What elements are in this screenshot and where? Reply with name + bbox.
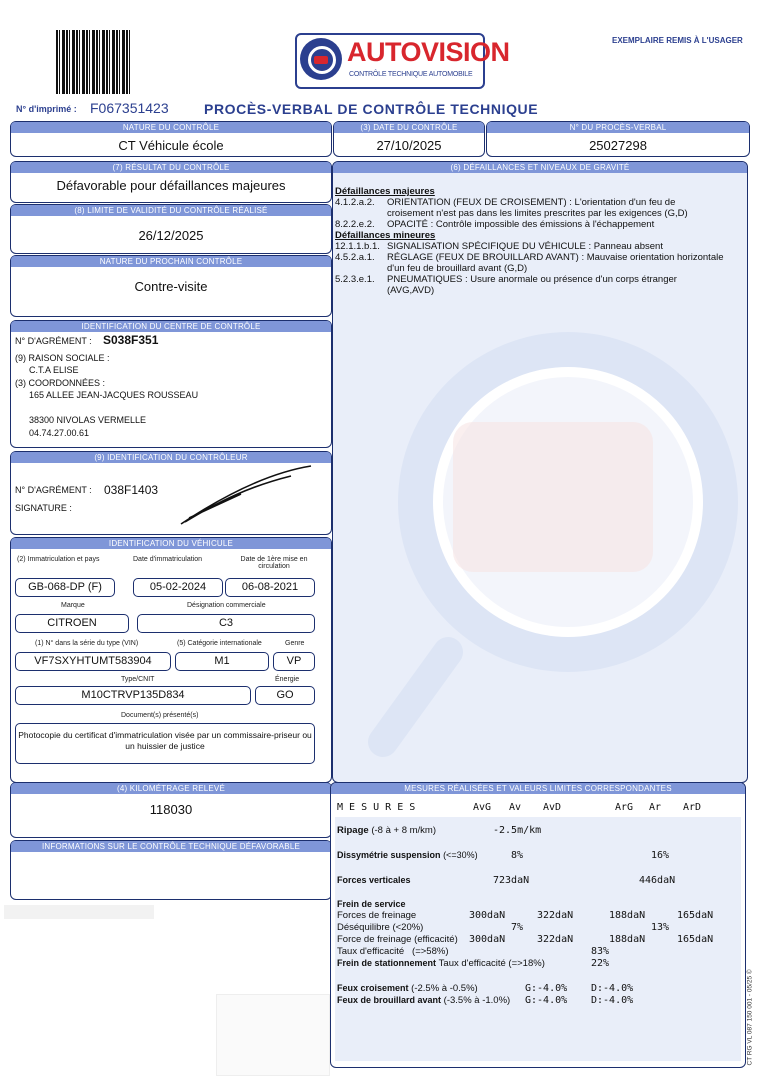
defaillance-code: 12.1.1.b.1. xyxy=(335,241,380,252)
pv-box xyxy=(486,121,750,157)
deseq-ar: 13% xyxy=(651,922,670,933)
raison-label: (9) RAISON SOCIALE : xyxy=(15,353,110,363)
address-line-2: 38300 NIVOLAS VERMELLE xyxy=(29,415,147,425)
resultat-box xyxy=(10,161,332,203)
resultat-value: Défavorable pour défaillances majeures xyxy=(56,178,286,193)
scan-artifact xyxy=(4,905,154,919)
eff-label: Force de freinage (efficacité) xyxy=(337,934,458,945)
defaillance-text: RÉGLAGE (FEUX DE BROUILLARD AVANT) : Mauvaise orientation horizontale xyxy=(387,252,724,263)
date-controle-box xyxy=(333,121,485,157)
defaillances-box xyxy=(332,161,748,783)
date-controle-header: (3) DATE DU CONTRÔLE xyxy=(334,122,484,133)
controleur-agrement-label: N° D'AGRÉMENT : xyxy=(15,485,92,495)
limite-header: (8) LIMITE DE VALIDITÉ DU CONTRÔLE RÉALISÉ xyxy=(11,205,331,216)
freinage-avg: 300daN xyxy=(469,910,506,921)
deseq-label: Déséquilibre (<20%) xyxy=(337,922,424,933)
raison-value: C.T.A ELISE xyxy=(29,365,79,375)
designation-field: C3 xyxy=(137,614,315,633)
centre-box xyxy=(10,320,332,448)
croisement-row xyxy=(337,983,478,994)
marque-field: CITROEN xyxy=(15,614,129,633)
nature-header: NATURE DU CONTRÔLE xyxy=(11,122,331,133)
defaillance-text2: croisement n'est pas dans les limites prescrites par les exigences (G,D) xyxy=(387,208,688,219)
mesures-head-label: M E S U R E S xyxy=(337,802,416,813)
taux-label: Taux d'efficacité xyxy=(337,946,405,957)
type-field: M10CTRVP135D834 xyxy=(15,686,251,705)
designation-label: Désignation commerciale xyxy=(187,602,266,609)
logo-emblem-icon xyxy=(300,38,342,80)
defaillance-text: OPACITÉ : Contrôle impossible des émissions à l'échappement xyxy=(387,219,655,230)
nature-value: CT Véhicule école xyxy=(118,138,224,153)
freinage-avd: 322daN xyxy=(537,910,574,921)
type-label: Type/CNIT xyxy=(121,676,155,683)
coord-label: (3) COORDONNÉES : xyxy=(15,378,106,388)
taux-row xyxy=(337,946,448,957)
ripage-row xyxy=(337,825,436,836)
categorie-field: M1 xyxy=(175,652,269,671)
eff-ard: 165daN xyxy=(677,934,714,945)
stationnement-value: 22% xyxy=(591,958,610,969)
address-line-1: 165 ALLEE JEAN-JACQUES ROUSSEAU xyxy=(29,390,199,400)
infos-header: INFORMATIONS SUR LE CONTRÔLE TECHNIQUE DÉFAVORABLE xyxy=(11,841,331,852)
controleur-box xyxy=(10,451,332,535)
defaillance-item xyxy=(335,274,745,296)
vehicule-box xyxy=(10,537,332,783)
vin-field: VF7SXYHTUMT583904 xyxy=(15,652,171,671)
resultat-header: (7) RÉSULTAT DU CONTRÔLE xyxy=(11,162,331,173)
defaillance-code: 4.1.2.a.2. xyxy=(335,197,375,208)
controleur-agrement-value: 038F1403 xyxy=(104,483,159,497)
defaillance-text: SIGNALISATION SPÉCIFIQUE DU VÉHICULE : Panneau absent xyxy=(387,241,663,252)
defaillance-text2: (AVG,AVD) xyxy=(387,285,435,296)
defaillance-code: 5.2.3.e.1. xyxy=(335,274,375,285)
defaillance-code: 8.2.2.e.2. xyxy=(335,219,375,230)
date-controle-value: 27/10/2025 xyxy=(376,138,442,153)
prochain-box xyxy=(10,255,332,317)
dissy-ar: 16% xyxy=(651,850,670,861)
frein-service-label: Frein de service xyxy=(337,899,406,909)
stationnement-label: Frein de stationnement xyxy=(337,958,437,968)
kilometrage-header: (4) KILOMÉTRAGE RELEVÉ xyxy=(11,783,331,794)
croisement-g: G:-4.0% xyxy=(525,983,568,994)
controleur-header: (9) IDENTIFICATION DU CONTRÔLEUR xyxy=(11,452,331,463)
ripage-value: -2.5m/km xyxy=(493,825,542,836)
vin-label: (1) N° dans la série du type (VIN) xyxy=(35,640,139,647)
head-col-ar: Ar xyxy=(649,802,662,813)
freinage-ard: 165daN xyxy=(677,910,714,921)
majeures-title: Défaillances majeures xyxy=(335,186,435,197)
brouillard-d: D:-4.0% xyxy=(591,995,634,1006)
defaillances-header: (6) DÉFAILLANCES ET NIVEAUX DE GRAVITÉ xyxy=(333,162,747,173)
documents-label: Document(s) présenté(s) xyxy=(121,712,199,719)
croisement-limit: (-2.5% à -0.5%) xyxy=(411,983,478,994)
documents-field: Photocopie du certificat d'immatriculation visée par un commissaire-priseur ou un huissier de justice xyxy=(15,723,315,764)
dissy-av: 8% xyxy=(511,850,524,861)
kilometrage-box xyxy=(10,782,332,838)
imprime-value: F067351423 xyxy=(90,100,169,116)
autovision-logo xyxy=(295,33,510,89)
date-first-field: 06-08-2021 xyxy=(225,578,315,597)
defaillance-item xyxy=(335,241,745,252)
pv-value: 25027298 xyxy=(589,138,647,153)
genre-field: VP xyxy=(273,652,315,671)
centre-agrement-value: S038F351 xyxy=(103,333,159,347)
energie-field: GO xyxy=(255,686,315,705)
limite-value: 26/12/2025 xyxy=(138,228,204,243)
dissy-row xyxy=(337,850,478,860)
forces-label: Forces verticales xyxy=(337,875,411,885)
head-col-avg: AvG xyxy=(473,802,492,813)
kilometrage-value: 118030 xyxy=(149,802,193,817)
freinage-label: Forces de freinage xyxy=(337,910,417,921)
defaillance-text: PNEUMATIQUES : Usure anormale ou présence d'un corps étranger xyxy=(387,274,677,285)
eff-avd: 322daN xyxy=(537,934,574,945)
date-first-label: Date de 1ère mise en circulation xyxy=(240,556,308,570)
defaillance-item xyxy=(335,252,745,274)
categorie-label: (5) Catégorie internationale xyxy=(177,640,262,647)
immat-label: (2) Immatriculation et pays xyxy=(17,556,100,563)
mesures-box xyxy=(330,782,746,1068)
freinage-arg: 188daN xyxy=(609,910,646,921)
brouillard-label: Feux de brouillard avant xyxy=(337,995,442,1005)
marque-label: Marque xyxy=(61,602,85,609)
scan-artifact xyxy=(216,994,330,1076)
mesures-header: MESURES RÉALISÉES ET VALEURS LIMITES CORRESPONDANTES xyxy=(331,783,745,794)
logo-brand-text: AUTOVISION xyxy=(347,37,510,67)
taux-value: 83% xyxy=(591,946,610,957)
head-col-av: Av xyxy=(509,802,522,813)
immat-field: GB-068-DP (F) xyxy=(15,578,115,597)
dissy-limit: (<=30%) xyxy=(443,850,478,860)
defaillance-text: ORIENTATION (FEUX DE CROISEMENT) : L'orientation d'un feu de xyxy=(387,197,676,208)
date-immat-field: 05-02-2024 xyxy=(133,578,223,597)
eff-arg: 188daN xyxy=(609,934,646,945)
prochain-value: Contre-visite xyxy=(134,279,208,294)
exemplaire-label: EXEMPLAIRE REMIS À L'USAGER xyxy=(612,36,743,45)
signature-label: SIGNATURE : xyxy=(15,503,72,513)
signature-stroke xyxy=(171,464,321,528)
stationnement-limit: Taux d'efficacité (=>18%) xyxy=(438,958,545,969)
ripage-label: Ripage xyxy=(337,825,369,836)
barcode xyxy=(56,30,130,94)
energie-label: Énergie xyxy=(275,676,300,683)
defaillance-item xyxy=(335,197,745,219)
genre-label: Genre xyxy=(285,640,305,647)
eff-avg: 300daN xyxy=(469,934,506,945)
head-col-arg: ArG xyxy=(615,802,634,813)
nature-box xyxy=(10,121,332,157)
defaillance-code: 4.5.2.a.1. xyxy=(335,252,375,263)
centre-agrement-label: N° D'AGRÉMENT : xyxy=(15,336,92,346)
infos-box xyxy=(10,840,332,900)
logo-subtitle: CONTRÔLE TECHNIQUE AUTOMOBILE xyxy=(349,71,473,78)
stationnement-row xyxy=(337,958,545,969)
vehicule-header: IDENTIFICATION DU VÉHICULE xyxy=(11,538,331,549)
document-title: PROCÈS-VERBAL DE CONTRÔLE TECHNIQUE xyxy=(204,101,539,117)
croisement-label: Feux croisement xyxy=(337,983,409,993)
brouillard-g: G:-4.0% xyxy=(525,995,568,1006)
dissy-label: Dissymétrie suspension xyxy=(337,850,441,860)
brouillard-row xyxy=(337,995,510,1006)
head-col-ard: ArD xyxy=(683,802,702,813)
watermark-magnifier-icon xyxy=(353,282,743,762)
date-immat-label: Date d'immatriculation xyxy=(133,556,203,563)
side-reference: CT RG VL 087 150 001 - 05/25 © xyxy=(746,969,754,1066)
defaillance-text2: d'un feu de brouillard avant (G,D) xyxy=(387,263,528,274)
prochain-header: NATURE DU PROCHAIN CONTRÔLE xyxy=(11,256,331,267)
forces-ar: 446daN xyxy=(639,875,676,886)
limite-box xyxy=(10,204,332,254)
brouillard-limit: (-3.5% à -1.0%) xyxy=(443,995,511,1006)
mineures-title: Défaillances mineures xyxy=(335,230,436,241)
deseq-av: 7% xyxy=(511,922,524,933)
pv-header: N° DU PROCÈS-VERBAL xyxy=(487,122,749,133)
imprime-label: N° d'imprimé : xyxy=(16,104,77,114)
phone: 04.74.27.00.61 xyxy=(29,428,90,438)
forces-av: 723daN xyxy=(493,875,530,886)
ripage-limit: (-8 à + 8 m/km) xyxy=(371,825,436,836)
taux-limit: (=>58%) xyxy=(412,946,449,957)
centre-header: IDENTIFICATION DU CENTRE DE CONTRÔLE xyxy=(11,321,331,332)
croisement-d: D:-4.0% xyxy=(591,983,634,994)
defaillance-item xyxy=(335,219,745,230)
head-col-avd: AvD xyxy=(543,802,562,813)
